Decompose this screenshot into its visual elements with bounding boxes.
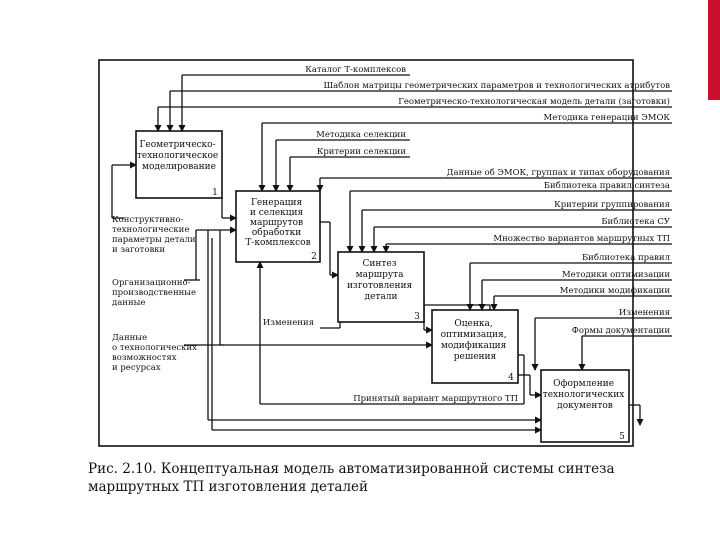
- control-label: Методика генерации ЭМОК: [543, 113, 670, 123]
- control-label: Изменения: [618, 308, 670, 318]
- input-label: Организационно- производственные данные: [112, 278, 197, 308]
- caption-line-1: Рис. 2.10. Концептуальная модель автоматизированной системы синтеза: [88, 461, 615, 477]
- control-label: Методики оптимизации: [561, 270, 670, 280]
- control-label: Данные об ЭМОК, группах и типах оборудования: [446, 168, 670, 178]
- box-1-number: 1: [212, 188, 218, 198]
- figure-caption: [88, 460, 628, 496]
- control-label: Методика селекции: [316, 130, 406, 140]
- box-4-text: Оценка, оптимизация, модификация решения: [440, 319, 507, 362]
- box-3-text: Синтез маршрута изготовления детали: [346, 259, 413, 302]
- control-label: Библиотека СУ: [601, 217, 670, 227]
- box-2-text: Генерация и селекция маршрутов обработки Т-комплексов: [245, 198, 311, 248]
- box-3-number: 3: [414, 312, 420, 322]
- input-label: Конструктивно- технологические параметры детали и заготовки: [112, 215, 196, 255]
- box-5-text: Оформление технологических документов: [542, 379, 625, 411]
- caption-line-2: маршрутных ТП изготовления деталей: [88, 479, 369, 495]
- control-label: Методики модификации: [559, 286, 670, 296]
- box-5-number: 5: [619, 432, 625, 442]
- control-label: Геометрическо-технологическая модель детали (заготовки): [398, 97, 670, 107]
- box-4-number: 4: [508, 373, 514, 383]
- control-label: Библиотека правил: [581, 253, 670, 263]
- control-label: Критерии группирования: [554, 200, 670, 210]
- control-label: Шаблон матрицы геометрических параметров и технологических атрибутов: [323, 81, 670, 91]
- input-label: Данные о технологических возможностях и ресурсах: [112, 333, 197, 373]
- accepted-variant-label: Принятый вариант маршрутного ТП: [353, 394, 518, 404]
- changes-label: Изменения: [262, 318, 314, 328]
- box-1-text: Геометрическо- технологическое моделирование: [136, 140, 219, 172]
- control-label: Каталог Т-комплексов: [305, 65, 406, 75]
- control-label: Библиотека правил синтеза: [543, 181, 670, 191]
- control-label: Критерии селекции: [316, 147, 406, 157]
- control-label: Формы документации: [571, 326, 670, 336]
- control-label: Множество вариантов маршрутных ТП: [493, 234, 670, 244]
- box-2-number: 2: [311, 252, 317, 262]
